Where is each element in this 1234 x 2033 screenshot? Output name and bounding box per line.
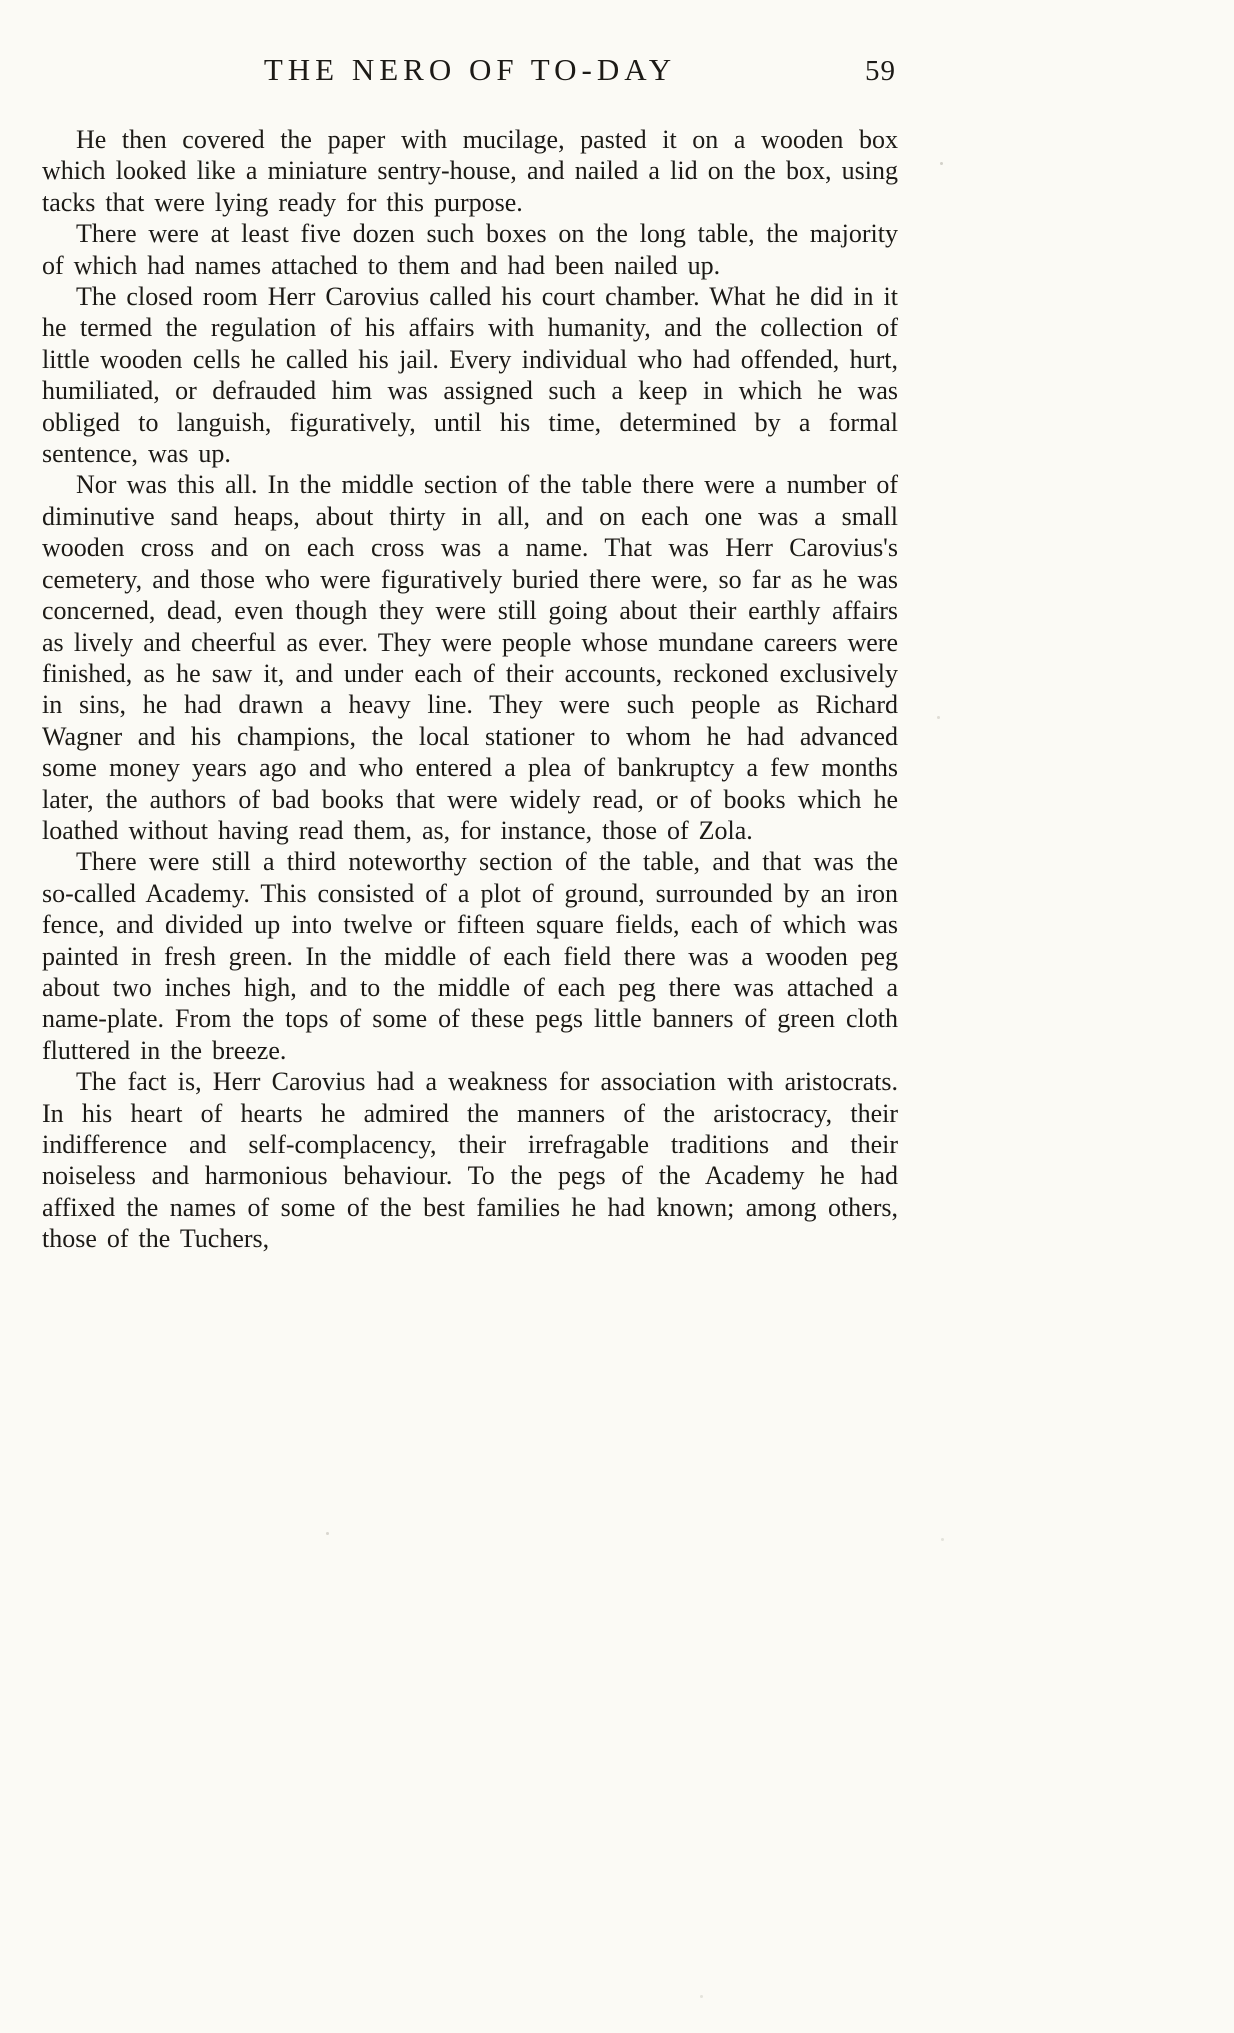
scan-speck <box>326 1532 329 1535</box>
page-body <box>42 124 898 1255</box>
page-number: 59 <box>865 55 896 87</box>
book-page <box>42 52 898 1255</box>
scan-speck <box>700 1995 703 1998</box>
page-header <box>42 52 898 88</box>
paragraph: The fact is, Herr Carovius had a weakness for association with aristocrats. In his heart of hearts he admired the manners of the aristocracy, their indifference and self-complacency, their irrefragable traditions and their noiseless and harmonious behaviour. To the pegs of the Academy he had affixed the names of some of the best families he had known; among others, those of the Tuchers, <box>42 1067 898 1254</box>
paragraph: There were still a third noteworthy section of the table, and that was the so-called Academy. This consisted of a plot of ground, surrounded by an iron fence, and divided up into twelve or fifteen square fields, each of which was painted in fresh green. In the middle of each field there was a wooden peg about two inches high, and to the middle of each peg there was attached a name-plate. From the tops of some of these pegs little banners of green cloth fluttered in the breeze. <box>42 847 898 1065</box>
scan-speck <box>937 716 940 719</box>
paragraph: There were at least five dozen such boxes on the long table, the majority of which had names attached to them and had been nailed up. <box>42 219 898 280</box>
paragraph: Nor was this all. In the middle section of the table there were a number of diminutive sand heaps, about thirty in all, and on each one was a small wooden cross and on each cross was a name. That was Herr Carovius's cemetery, and those who were figuratively buried there were, so far as he was concerned, dead, even though they were still going about their earthly affairs as lively and cheerful as ever. They were people whose mundane careers were finished, as he saw it, and under each of their accounts, reckoned exclusively in sins, he had drawn a heavy line. They were such people as Richard Wagner and his champions, the local stationer to whom he had advanced some money years ago and who entered a plea of bankruptcy a few months later, the authors of bad books that were widely read, or of books which he loathed without having read them, as, for instance, those of Zola. <box>42 470 898 845</box>
paragraph: He then covered the paper with mucilage, pasted it on a wooden box which looked like a miniature sentry-house, and nailed a lid on the box, using tacks that were lying ready for this purpose. <box>42 125 898 217</box>
running-title: THE NERO OF TO-DAY <box>263 52 677 87</box>
scan-speck <box>941 1538 944 1541</box>
scan-speck <box>940 162 943 165</box>
paragraph: The closed room Herr Carovius called his court chamber. What he did in it he termed the regulation of his affairs with humanity, and the collection of little wooden cells he called his jail. Every individual who had offended, hurt, humiliated, or defrauded him was assigned such a keep in which he was obliged to languish, figuratively, until his time, determined by a formal sentence, was up. <box>42 282 898 469</box>
